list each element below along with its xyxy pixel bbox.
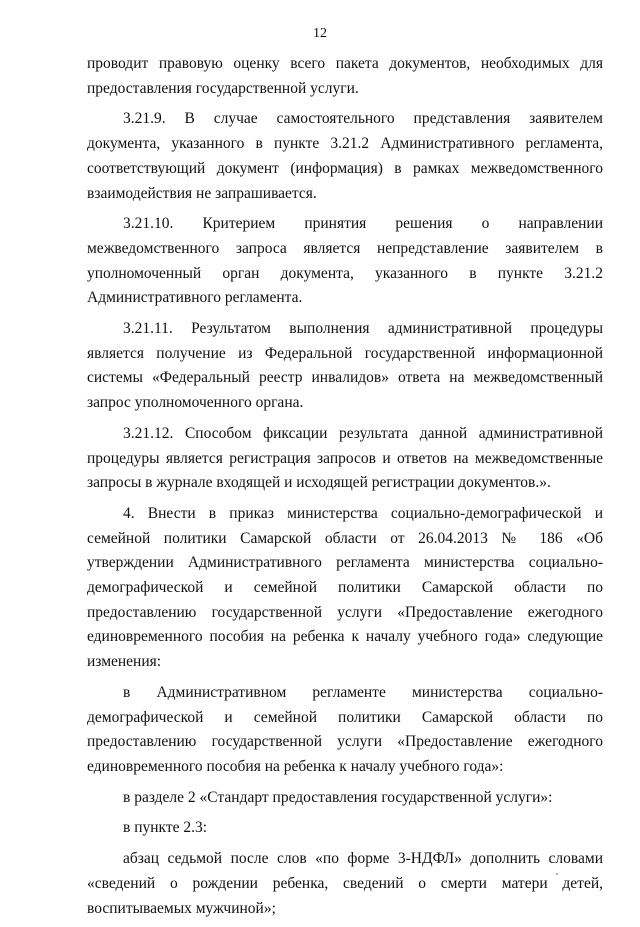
paragraph-3-21-10: 3.21.10. Критерием принятия решения о направлении межведомственного запроса является непредставление заявителем в уполномоченный орган документа, указанного в пункте 3.21.2 Административного регламента. (87, 215, 603, 307)
paragraph-item-4: 4. Внести в приказ министерства социально-демографической и семейной политики Самарской области от 26.04.2013 № 186 «Об утверждении Административного регламента министерства социально-демографической и семейной политики Самарской области по предоставлению государственной услуги «Предоставление ежегодного единовременного пособия на ребенка к началу учебного года» следующие изменения: (87, 504, 603, 671)
paragraph-3-21-11: 3.21.11. Результатом выполнения административной процедуры является получение из Федеральной государственной информационной системы «Федеральный реестр инвалидов» ответа на межведомственный запрос уполномоченного органа. (87, 320, 603, 412)
paragraph-section-2: в разделе 2 «Стандарт предоставления государственной услуги»: (123, 788, 553, 806)
paragraph-3-21-9: 3.21.9. В случае самостоятельного представления заявителем документа, указанного в пункте 3.21.2 Административного регламента, соответствующий документ (информация) в рамках межведомственного взаимодействия не запрашивается. (87, 110, 603, 202)
page-number: 12 (313, 26, 327, 41)
scan-speck (556, 873, 558, 875)
paragraph-seventh-abzac: абзац седьмой после слов «по форме 3-НДФЛ» дополнить словами «сведений о рождении ребенка, сведений о смерти матери детей, воспитываемых мужчиной»; (87, 850, 603, 917)
paragraph-continuation: проводит правовую оценку всего пакета документов, необходимых для предоставления государственной услуги. (87, 55, 603, 97)
paragraph-admin-regulation: в Административном регламенте министерства социально-демографической и семейной политики Самарской области по предоставлению государственной услуги «Предоставление ежегодного единовременного пособия на ребенка к началу учебного года»: (87, 683, 603, 775)
document-body (87, 52, 603, 927)
paragraph-point-2-3: в пункте 2.3: (123, 819, 208, 837)
paragraph-3-21-12: 3.21.12. Способом фиксации результата данной административной процедуры является регистрация запросов и ответов на межведомственные запросы в журнале входящей и исходящей регистрации документов.». (87, 424, 603, 492)
